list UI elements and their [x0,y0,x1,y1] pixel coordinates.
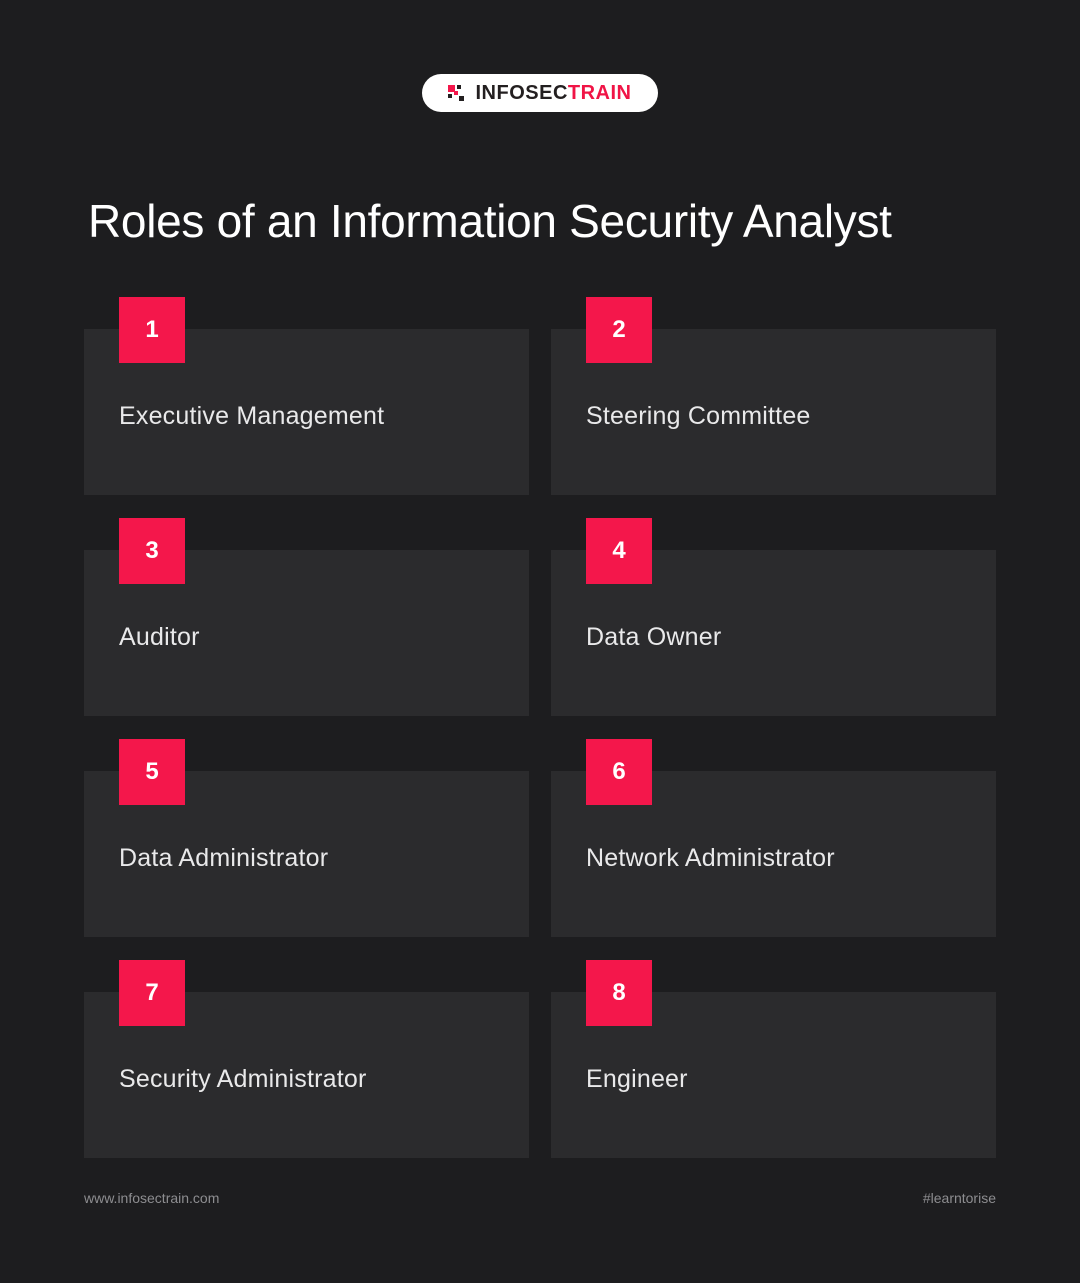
role-label: Executive Management [119,402,385,430]
logo-text-accent: TRAIN [567,82,632,104]
role-card [84,960,529,1158]
role-card [84,297,529,495]
footer-hashtag: #learntorise [922,1190,996,1206]
footer [84,1190,996,1206]
role-label: Data Owner [586,623,722,651]
role-card [551,960,996,1158]
logo-text [475,83,631,103]
role-number-badge: 2 [586,297,652,363]
role-number-badge: 7 [119,960,185,1026]
role-card [551,739,996,937]
role-card [551,518,996,716]
role-label: Engineer [586,1065,688,1093]
roles-grid [84,297,996,1158]
role-card [84,518,529,716]
role-number-badge: 8 [586,960,652,1026]
role-number-badge: 3 [119,518,185,584]
role-label: Network Administrator [586,844,835,872]
brand-logo [0,74,1080,112]
logo-text-primary: INFOSEC [475,82,568,104]
role-number-badge: 1 [119,297,185,363]
logo-pill [422,74,657,112]
role-label: Steering Committee [586,402,811,430]
role-card [84,739,529,937]
role-number-badge: 5 [119,739,185,805]
infosectrain-squares-icon [448,85,465,102]
page-title: Roles of an Information Security Analyst [88,194,892,247]
role-card [551,297,996,495]
role-label: Security Administrator [119,1065,367,1093]
role-label: Data Administrator [119,844,329,872]
role-number-badge: 4 [586,518,652,584]
footer-website: www.infosectrain.com [84,1190,220,1206]
role-label: Auditor [119,623,200,651]
role-number-badge: 6 [586,739,652,805]
